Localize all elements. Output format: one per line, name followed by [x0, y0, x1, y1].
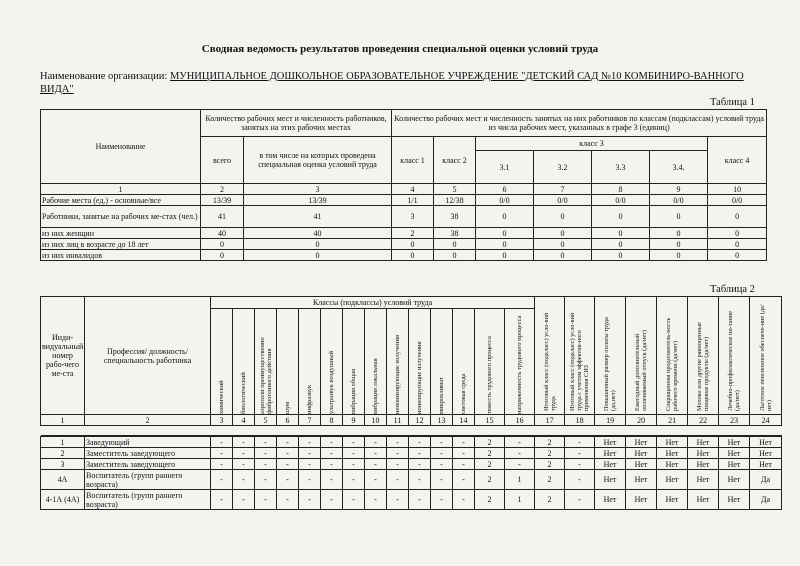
- t2-row-id: 3: [41, 459, 85, 470]
- t1-num: 4: [392, 184, 434, 195]
- t1-cell: 0: [434, 239, 476, 250]
- t1-cell: 13/39: [201, 195, 244, 206]
- t2-num: 4: [233, 415, 255, 426]
- t2-cell: Нет: [595, 459, 626, 470]
- t1-cell: 38: [434, 206, 476, 228]
- t1-num: 1: [41, 184, 201, 195]
- t2-cell: -: [409, 490, 431, 510]
- t1-cell: 0/0: [592, 195, 650, 206]
- t2-num: 12: [409, 415, 431, 426]
- t1-row-label: из них лиц в возрасте до 18 лет: [41, 239, 201, 250]
- t2-cell: -: [409, 448, 431, 459]
- t2-cell: Нет: [657, 490, 688, 510]
- t2-header-num: Инди-видуальный номер рабо-чего ме-ста: [41, 297, 85, 415]
- t1-cell: 0: [708, 206, 767, 228]
- t2-cell: 1: [505, 490, 535, 510]
- t2-cell: -: [277, 437, 299, 448]
- t2-header-extra: Ежегодный дополнительный оплачиваемый отпуск (да/нет): [626, 297, 657, 415]
- t2-row-id: 1: [41, 437, 85, 448]
- t2-row: [41, 437, 782, 448]
- t1-num: 8: [592, 184, 650, 195]
- t1-cell: 0: [650, 228, 708, 239]
- t2-row-profession: Заместитель заведующего: [85, 459, 211, 470]
- t2-cell: -: [299, 448, 321, 459]
- t2-header-extra: Итоговый класс (подкласс) усло-вий труда: [535, 297, 565, 415]
- t2-num: 5: [255, 415, 277, 426]
- table2-label: Таблица 2: [710, 284, 755, 295]
- t1-cell: 0: [201, 239, 244, 250]
- t1-cell: 1/1: [392, 195, 434, 206]
- t2-cell: Нет: [688, 490, 719, 510]
- t2-cell: Нет: [688, 470, 719, 490]
- t2-cell: -: [299, 470, 321, 490]
- t1-sub-3-2: 3.2: [534, 151, 592, 184]
- t1-cell: 0: [534, 250, 592, 261]
- t2-cell: -: [233, 437, 255, 448]
- t2-cell: -: [409, 470, 431, 490]
- t2-cell: Нет: [626, 448, 657, 459]
- t2-num: 23: [719, 415, 750, 426]
- t1-cell: 0: [592, 228, 650, 239]
- t1-row-label: из них инвалидов: [41, 250, 201, 261]
- t1-sub-3-3: 3.3: [592, 151, 650, 184]
- t1-cell: 0: [244, 250, 392, 261]
- t2-cell: -: [299, 437, 321, 448]
- t2-factor-header: световая среда: [453, 309, 475, 415]
- t2-spacer-row: [41, 426, 782, 436]
- t2-cell: Нет: [719, 459, 750, 470]
- t1-num: 3: [244, 184, 392, 195]
- t1-cell: 0/0: [708, 195, 767, 206]
- t2-cell: Нет: [595, 490, 626, 510]
- t1-row-under18: [41, 239, 767, 250]
- t2-row-profession: Воспитатель (групп раннего возраста): [85, 470, 211, 490]
- t2-cell: Нет: [750, 448, 782, 459]
- t1-row-women: [41, 228, 767, 239]
- t2-cell: Нет: [719, 490, 750, 510]
- t1-cell: 0: [476, 228, 534, 239]
- t1-row-workplaces: [41, 195, 767, 206]
- t1-row-label: Рабочие места (ед.) - основные/все: [41, 195, 201, 206]
- t2-cell: -: [565, 437, 595, 448]
- t2-cell: -: [365, 470, 387, 490]
- t2-cell: -: [365, 448, 387, 459]
- organization-name: МУНИЦИПАЛЬНОЕ ДОШКОЛЬНОЕ ОБРАЗОВАТЕЛЬНОЕ УЧРЕЖДЕНИЕ "ДЕТСКИЙ САД №10 КОМБИНИРО-ВАННОГО ВИДА": [40, 71, 744, 95]
- t1-cell: 0: [534, 206, 592, 228]
- t2-row: [41, 459, 782, 470]
- t2-cell: -: [255, 448, 277, 459]
- t2-cell: -: [365, 459, 387, 470]
- t2-num: 22: [688, 415, 719, 426]
- t2-num: 24: [750, 415, 782, 426]
- t2-cell: Нет: [657, 437, 688, 448]
- t1-cell: 0: [592, 250, 650, 261]
- t2-factor-header: ионизирующие излучения: [409, 309, 431, 415]
- t2-factor-header: химический: [211, 309, 233, 415]
- t2-cell: -: [505, 448, 535, 459]
- t1-cell: 0: [476, 206, 534, 228]
- t2-cell: -: [255, 459, 277, 470]
- t1-row-label: Работники, занятые на рабочих ме-стах (чел.): [41, 206, 201, 228]
- t2-cell: -: [277, 490, 299, 510]
- t2-cell: -: [321, 470, 343, 490]
- t2-cell: 2: [475, 437, 505, 448]
- t2-cell: Нет: [719, 448, 750, 459]
- t2-cell: -: [387, 490, 409, 510]
- t2-cell: -: [277, 448, 299, 459]
- t1-num: 7: [534, 184, 592, 195]
- t1-cell: 41: [244, 206, 392, 228]
- t1-cell: 38: [434, 228, 476, 239]
- t2-factor-header: вибрация общая: [343, 309, 365, 415]
- t2-cell: -: [453, 490, 475, 510]
- t2-cell: Нет: [595, 470, 626, 490]
- t2-factor-header: инфразвук: [299, 309, 321, 415]
- t2-cell: -: [233, 448, 255, 459]
- t1-cell: 40: [201, 228, 244, 239]
- t1-cell: 41: [201, 206, 244, 228]
- t2-num: 21: [657, 415, 688, 426]
- t1-cell: 0: [708, 228, 767, 239]
- t1-cell: 12/38: [434, 195, 476, 206]
- t1-cell: 0: [392, 239, 434, 250]
- t2-cell: -: [365, 437, 387, 448]
- t2-cell: -: [211, 448, 233, 459]
- t2-cell: -: [409, 459, 431, 470]
- t2-cell: 2: [475, 459, 505, 470]
- t2-factor-header: вибрация локальная: [365, 309, 387, 415]
- t1-row-workers: [41, 206, 767, 228]
- t2-row-id: 4-1А (4А): [41, 490, 85, 510]
- t1-cell: 0: [534, 228, 592, 239]
- t2-factor-header: шум: [277, 309, 299, 415]
- t2-cell: -: [321, 437, 343, 448]
- t2-factor-header: микроклимат: [431, 309, 453, 415]
- t1-num: 5: [434, 184, 476, 195]
- t2-cell: -: [387, 448, 409, 459]
- t1-cell: 13/39: [244, 195, 392, 206]
- t2-factor-header: аэрозоли преимущественно фиброгенного действия: [255, 309, 277, 415]
- t2-cell: -: [343, 448, 365, 459]
- table2-body: [40, 436, 782, 510]
- t2-cell: -: [431, 470, 453, 490]
- t2-cell: -: [343, 490, 365, 510]
- t2-num: 15: [475, 415, 505, 426]
- t1-header-name: Наименование: [41, 110, 201, 184]
- table1: [40, 109, 767, 261]
- t2-row: [41, 448, 782, 459]
- t1-header-class2: класс 2: [434, 137, 476, 184]
- t2-cell: -: [255, 470, 277, 490]
- t2-num: 10: [365, 415, 387, 426]
- t2-cell: -: [431, 448, 453, 459]
- t2-num: 20: [626, 415, 657, 426]
- t1-cell: 0: [650, 250, 708, 261]
- t2-cell: Нет: [626, 490, 657, 510]
- t2-cell: -: [277, 470, 299, 490]
- t2-cell: 2: [475, 490, 505, 510]
- t2-cell: -: [343, 459, 365, 470]
- t2-cell: -: [565, 470, 595, 490]
- t1-cell: 0/0: [650, 195, 708, 206]
- t2-row-profession: Воспитатель (групп раннего возраста): [85, 490, 211, 510]
- t2-num: 13: [431, 415, 453, 426]
- t2-header-extra: Молоко или другие равноценные пищевые продукты (да/нет): [688, 297, 719, 415]
- t1-sub-3-4: 3.4.: [650, 151, 708, 184]
- t2-cell: 2: [535, 459, 565, 470]
- t2-factor-header: ультразвук воздушный: [321, 309, 343, 415]
- t2-cell: -: [453, 448, 475, 459]
- t2-header-extra: Льготное пенсионное обеспече-ние (да/нет): [750, 297, 782, 415]
- t2-cell: 2: [475, 470, 505, 490]
- t2-row-profession: Заместитель заведующего: [85, 448, 211, 459]
- t2-row: [41, 470, 782, 490]
- t1-num: 9: [650, 184, 708, 195]
- t2-num: 9: [343, 415, 365, 426]
- t2-cell: Нет: [688, 448, 719, 459]
- t2-cell: 2: [535, 470, 565, 490]
- t1-num: 2: [201, 184, 244, 195]
- t1-header-classes: Количество рабочих мест и численность занятых на них работников по классам (подклассам) условий труда из числа рабочих мест, указанных в графе 3 (единиц): [392, 110, 767, 137]
- t2-factor-header: биологический: [233, 309, 255, 415]
- t1-row-disabled: [41, 250, 767, 261]
- t2-cell: -: [299, 490, 321, 510]
- t2-cell: -: [387, 470, 409, 490]
- t2-cell: Нет: [595, 437, 626, 448]
- t2-cell: -: [343, 437, 365, 448]
- t2-header-extra: Лечебно-профилактическое пи-тание (да/нет): [719, 297, 750, 415]
- t2-num: 8: [321, 415, 343, 426]
- t2-cell: -: [321, 490, 343, 510]
- t2-row-id: 2: [41, 448, 85, 459]
- t2-cell: Нет: [626, 437, 657, 448]
- t1-cell: 0/0: [476, 195, 534, 206]
- t2-cell: Нет: [719, 437, 750, 448]
- t1-header-total: всего: [201, 137, 244, 184]
- t2-cell: -: [299, 459, 321, 470]
- t2-num: 6: [277, 415, 299, 426]
- t2-cell: -: [365, 490, 387, 510]
- t2-cell: -: [565, 448, 595, 459]
- document-title: Сводная ведомость результатов проведения специальной оценки условий труда: [201, 43, 599, 55]
- t2-cell: -: [409, 437, 431, 448]
- organization-line: [40, 70, 775, 96]
- t2-cell: -: [387, 437, 409, 448]
- t2-num: 17: [535, 415, 565, 426]
- t2-cell: -: [211, 459, 233, 470]
- t1-cell: 0: [476, 239, 534, 250]
- t2-cell: Нет: [657, 448, 688, 459]
- t1-header-workplaces: Количество рабочих мест и численность работников, занятых на этих рабочих местах: [201, 110, 392, 137]
- t1-cell: 0: [244, 239, 392, 250]
- t2-num: 3: [211, 415, 233, 426]
- t2-cell: Нет: [657, 470, 688, 490]
- t1-cell: 2: [392, 228, 434, 239]
- table1-label: Таблица 1: [710, 97, 755, 108]
- t2-num: 18: [565, 415, 595, 426]
- t2-cell: Нет: [750, 459, 782, 470]
- t2-cell: -: [233, 470, 255, 490]
- t1-cell: 0: [650, 239, 708, 250]
- t2-cell: -: [431, 459, 453, 470]
- t1-number-row: [41, 184, 767, 195]
- t2-num: 7: [299, 415, 321, 426]
- t2-row-id: 4А: [41, 470, 85, 490]
- t2-cell: -: [321, 459, 343, 470]
- organization-label: Наименование организации:: [40, 71, 168, 82]
- t2-cell: -: [387, 459, 409, 470]
- t1-cell: 0: [534, 239, 592, 250]
- t2-row-profession: Заведующий: [85, 437, 211, 448]
- t2-cell: Да: [750, 490, 782, 510]
- t2-cell: Да: [750, 470, 782, 490]
- t1-cell: 0: [592, 239, 650, 250]
- t1-cell: 0: [476, 250, 534, 261]
- t2-cell: -: [505, 459, 535, 470]
- t2-num: 11: [387, 415, 409, 426]
- t2-cell: 1: [505, 470, 535, 490]
- t1-num: 10: [708, 184, 767, 195]
- t1-header-class1: класс 1: [392, 137, 434, 184]
- t2-cell: Нет: [750, 437, 782, 448]
- t2-num: 16: [505, 415, 535, 426]
- t2-cell: Нет: [688, 437, 719, 448]
- t2-header-extra: Сокращенная продолжитель-ность рабочего времени (да/нет): [657, 297, 688, 415]
- t2-cell: -: [255, 490, 277, 510]
- t1-cell: 0: [434, 250, 476, 261]
- t2-factor-header: напряженность трудового процесса: [505, 309, 535, 415]
- t2-cell: -: [505, 437, 535, 448]
- t2-cell: 2: [535, 490, 565, 510]
- t2-header-profession: Профессия/ должность/ специальность работника: [85, 297, 211, 415]
- t1-row-label: из них женщин: [41, 228, 201, 239]
- t2-num: 1: [41, 415, 85, 426]
- t2-cell: Нет: [595, 448, 626, 459]
- t2-row: [41, 490, 782, 510]
- t2-cell: -: [431, 437, 453, 448]
- t1-sub-3-1: 3.1: [476, 151, 534, 184]
- t1-cell: 0: [650, 206, 708, 228]
- t2-header-extra: Повышенный размер оплаты труда (да,нет): [595, 297, 626, 415]
- t1-cell: 3: [392, 206, 434, 228]
- t2-factor-header: неионизирующие излучения: [387, 309, 409, 415]
- t1-cell: 0: [592, 206, 650, 228]
- t1-cell: 0: [201, 250, 244, 261]
- t2-cell: 2: [535, 448, 565, 459]
- t2-cell: -: [211, 437, 233, 448]
- t2-cell: -: [321, 448, 343, 459]
- t2-cell: -: [431, 490, 453, 510]
- t2-num: 2: [85, 415, 211, 426]
- t2-cell: -: [343, 470, 365, 490]
- t2-cell: -: [277, 459, 299, 470]
- t2-cell: Нет: [626, 470, 657, 490]
- t2-num: 14: [453, 415, 475, 426]
- t1-num: 6: [476, 184, 534, 195]
- t2-cell: 2: [475, 448, 505, 459]
- t2-spacer: [41, 426, 782, 436]
- t2-cell: -: [233, 490, 255, 510]
- t2-factor-header: тяжесть трудового процесса: [475, 309, 505, 415]
- table2: [40, 296, 782, 436]
- t2-cell: -: [211, 490, 233, 510]
- t2-cell: -: [211, 470, 233, 490]
- t1-cell: 0: [708, 250, 767, 261]
- t2-cell: Нет: [688, 459, 719, 470]
- t1-header-assessed: в том числе на которых проведена специальная оценка условий труда: [244, 137, 392, 184]
- t2-cell: Нет: [657, 459, 688, 470]
- t2-cell: 2: [535, 437, 565, 448]
- t1-cell: 0: [708, 239, 767, 250]
- t1-cell: 40: [244, 228, 392, 239]
- t2-cell: -: [453, 437, 475, 448]
- t1-cell: 0: [392, 250, 434, 261]
- t2-cell: Нет: [719, 470, 750, 490]
- t1-cell: 0/0: [534, 195, 592, 206]
- t2-cell: -: [453, 459, 475, 470]
- t2-cell: Нет: [626, 459, 657, 470]
- t2-cell: -: [233, 459, 255, 470]
- t1-header-class3: класс 3: [476, 137, 708, 151]
- t2-cell: -: [565, 490, 595, 510]
- t2-header-extra: Итоговый класс (подкласс) усло-вий труда с учетом эффектив-ного применения СИЗ: [565, 297, 595, 415]
- t2-cell: -: [565, 459, 595, 470]
- t2-num: 19: [595, 415, 626, 426]
- t2-cell: -: [453, 470, 475, 490]
- t1-header-class4: класс 4: [708, 137, 767, 184]
- t2-number-row: [41, 415, 782, 426]
- t2-header-classes: Классы (подклассы) условий труда: [211, 297, 535, 309]
- t2-cell: -: [255, 437, 277, 448]
